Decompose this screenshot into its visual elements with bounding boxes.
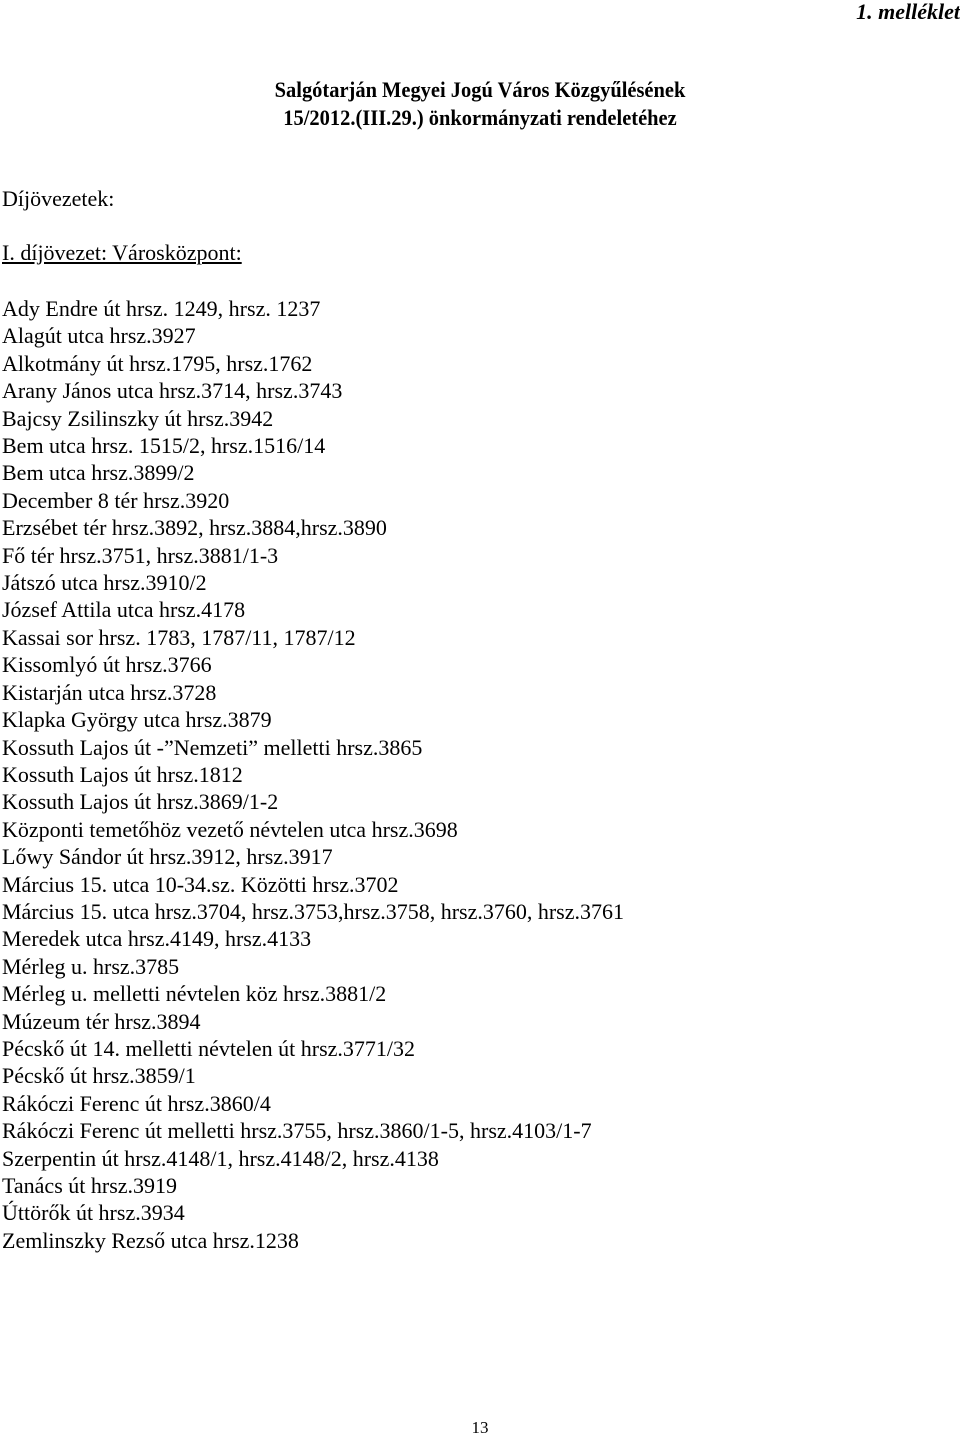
list-item: Tanács út hrsz.3919	[2, 1173, 178, 1198]
list-item: Kissomlyó út hrsz.3766	[2, 652, 212, 678]
list-item: Alagút utca hrsz.3927	[2, 323, 196, 349]
list-item: Mérleg u. hrsz.3785	[2, 953, 180, 979]
list-item: Március 15. utca 10-34.sz. Közötti hrsz.3702	[2, 871, 399, 897]
list-item: Játszó utca hrsz.3910/2	[2, 570, 207, 596]
list-item: József Attila utca hrsz.4178	[2, 597, 246, 623]
document-title	[0, 76, 960, 132]
page-number: 13	[471, 1418, 489, 1437]
list-item: Mérleg u. melletti névtelen köz hrsz.3881/2	[2, 981, 387, 1007]
zones-heading: Díjövezetek:	[2, 186, 115, 211]
annex-label: 1. melléklet	[856, 0, 960, 24]
street-list	[2, 295, 624, 1254]
list-item: Bem utca hrsz. 1515/2, hrsz.1516/14	[2, 433, 326, 459]
list-item: Rákóczi Ferenc út hrsz.3860/4	[2, 1090, 271, 1116]
list-item: Központi temetőhöz vezető névtelen utca hrsz.3698	[2, 816, 458, 842]
list-item: Alkotmány út hrsz.1795, hrsz.1762	[2, 350, 313, 376]
list-item: Zemlinszky Rezső utca hrsz.1238	[2, 1227, 299, 1253]
list-item: Pécskő út 14. melletti névtelen út hrsz.3771/32	[2, 1035, 416, 1061]
list-item: Klapka György utca hrsz.3879	[2, 707, 272, 733]
list-item: Kossuth Lajos út hrsz.3869/1-2	[2, 789, 279, 815]
list-item: Bajcsy Zsilinszky út hrsz.3942	[2, 405, 274, 431]
list-item: Múzeum tér hrsz.3894	[2, 1008, 201, 1034]
list-item: Ady Endre út hrsz. 1249, hrsz. 1237	[2, 296, 321, 321]
list-item: Kossuth Lajos út hrsz.1812	[2, 761, 243, 787]
list-item: Arany János utca hrsz.3714, hrsz.3743	[2, 378, 343, 404]
title-line-2: 15/2012.(III.29.) önkormányzati rendeletéhez	[283, 105, 677, 130]
list-item: Rákóczi Ferenc út melletti hrsz.3755, hrsz.3860/1-5, hrsz.4103/1-7	[2, 1118, 592, 1144]
list-item: Fő tér hrsz.3751, hrsz.3881/1-3	[2, 542, 279, 568]
list-item: Meredek utca hrsz.4149, hrsz.4133	[2, 926, 312, 952]
list-item: Szerpentin út hrsz.4148/1, hrsz.4148/2, hrsz.4138	[2, 1145, 439, 1171]
list-item: Kistarján utca hrsz.3728	[2, 679, 217, 705]
list-item: Március 15. utca hrsz.3704, hrsz.3753,hrsz.3758, hrsz.3760, hrsz.3761	[2, 898, 624, 924]
list-item: Pécskő út hrsz.3859/1	[2, 1063, 196, 1089]
title-line-1: Salgótarján Megyei Jogú Város Közgyűlésének	[274, 77, 686, 102]
zone1-heading: I. díjövezet: Városközpont:	[2, 240, 242, 265]
list-item: Erzsébet tér hrsz.3892, hrsz.3884,hrsz.3890	[2, 515, 387, 541]
list-item: Bem utca hrsz.3899/2	[2, 460, 195, 486]
list-item: Kassai sor hrsz. 1783, 1787/11, 1787/12	[2, 624, 356, 650]
list-item: December 8 tér hrsz.3920	[2, 487, 230, 513]
list-item: Kossuth Lajos út -”Nemzeti” melletti hrsz.3865	[2, 734, 423, 760]
list-item: Úttörők út hrsz.3934	[2, 1200, 185, 1226]
list-item: Lőwy Sándor út hrsz.3912, hrsz.3917	[2, 844, 333, 870]
